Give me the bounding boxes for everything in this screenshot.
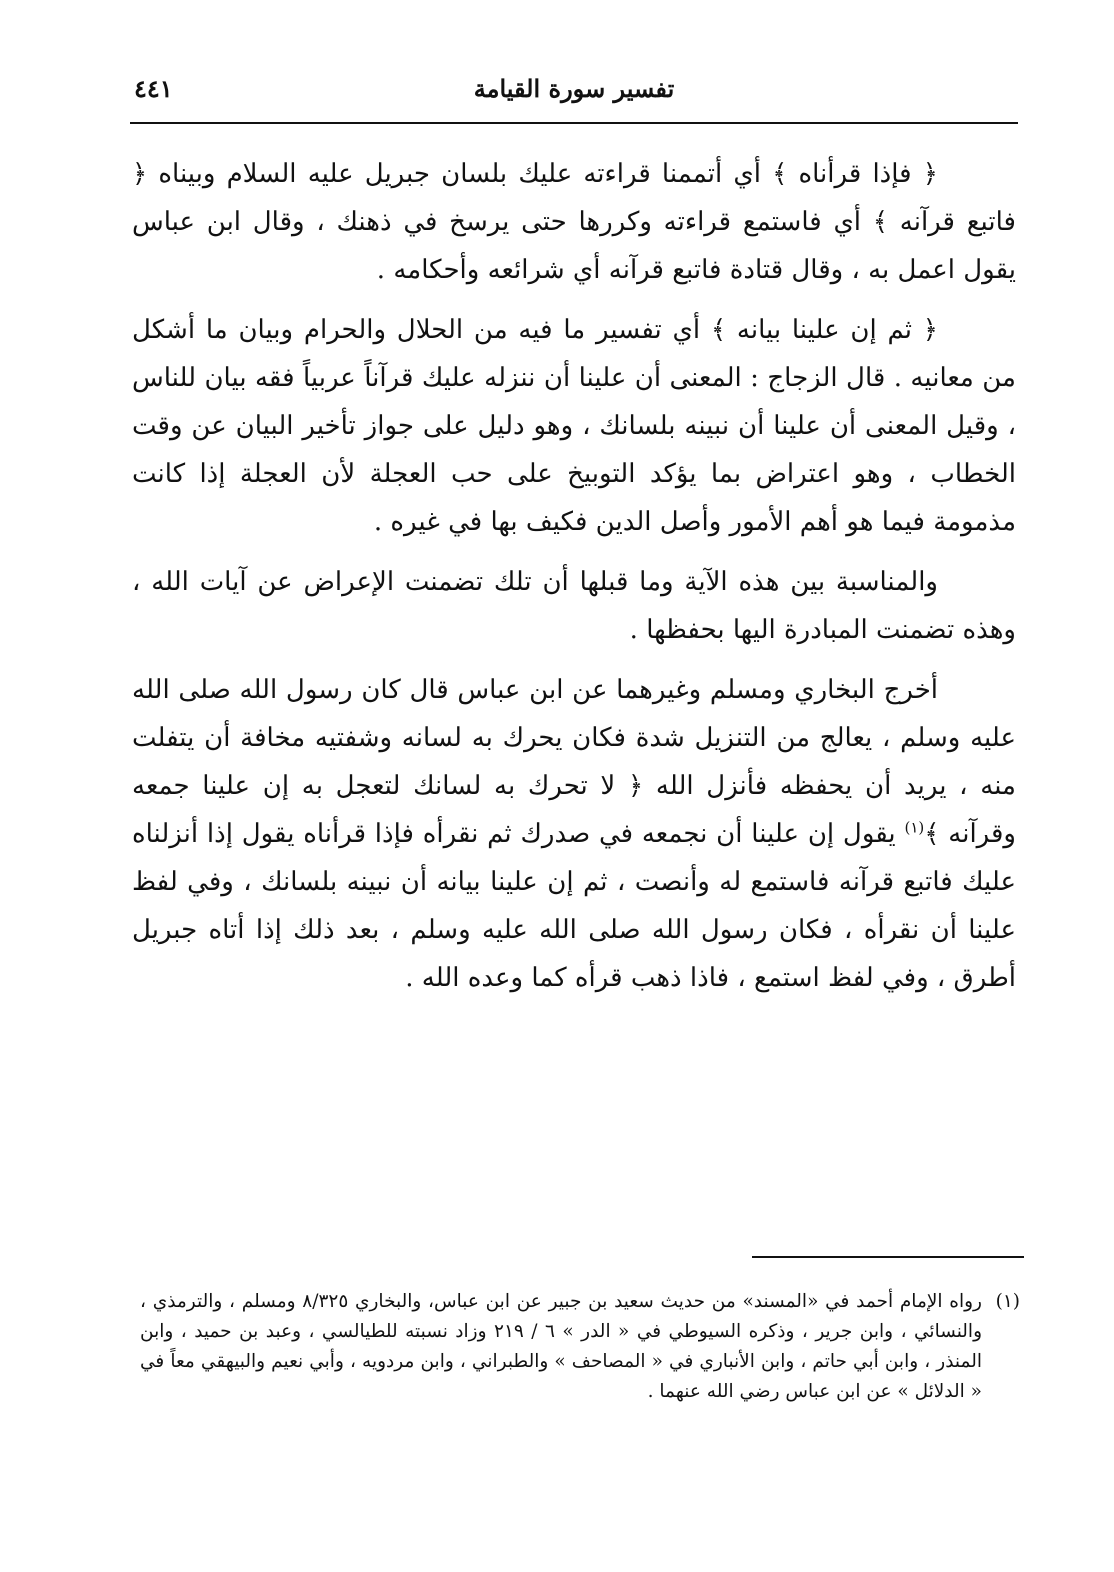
paragraph-4-text-b: يقول إن علينا أن نجمعه في صدرك ثم نقرأه فإذا قرأناه يقول إذا أنزلناه عليك فاتبع قرآنه فاستمع له وأنصت ، ثم إن علينا بيانه أن نبينه بلسانك ، وفي لفظ علينا أن نقرأه ، فكان رسول الله صلى الله عليه وسلم ، بعد ذلك إذا أتاه جبريل أطرق ، وفي لفظ استمع ، فاذا ذهب قرأه كما وعده الله . [132,819,1016,993]
paragraph-2: ﴿ ثم إن علينا بيانه ﴾ أي تفسير ما فيه من الحلال والحرام وبيان ما أشكل من معانيه . قال الزجاج : المعنى أن علينا أن ننزله عليك قرآناً عربياً فقه بيان للناس ، وقيل المعنى أن علينا أن نبينه بلسانك ، وهو دليل على جواز تأخير البيان عن وقت الخطاب ، وهو اعتراض بما يؤكد التوبيخ على حب العجلة لأن العجلة إذا كانت مذمومة فيما هو أهم الأمور وأصل الدين فكيف بها في غيره . [132,315,1016,537]
page-number: ٤٤١ [134,74,173,103]
footnote-text: رواه الإمام أحمد في «المسند» من حديث سعيد بن جبير عن ابن عباس، والبخاري ٨/٣٢٥ ومسلم ، والترمذي ، والنسائي ، وابن جرير ، وذكره السيوطي في « الدر » ٦ / ٢١٩ وزاد نسبته للطيالسي ، وعبد بن حميد ، وابن المنذر ، وابن أبي حاتم ، وابن الأنباري في « المصاحف » والطبراني ، وابن مردويه ، وأبي نعيم والبيهقي معاً في « الدلائل » عن ابن عباس رضي الله عنهما . [140,1291,982,1402]
paragraph-3: والمناسبة بين هذه الآية وما قبلها أن تلك تضمنت الإعراض عن آيات الله ، وهذه تضمنت المبادرة اليها بحفظها . [132,567,1016,645]
paragraph-1: ﴿ فإذا قرأناه ﴾ أي أتممنا قراءته عليك بلسان جبريل عليه السلام وبيناه ﴿ فاتبع قرآنه ﴾ أي فاستمع قراءته وكررها حتى يرسخ في ذهنك ، وقال ابن عباس يقول اعمل به ، وقال قتادة فاتبع قرآنه أي شرائعه وأحكامه . [132,159,1016,285]
main-text [132,150,1016,1002]
paragraph-4-text-a: أخرج البخاري ومسلم وغيرهما عن ابن عباس قال كان رسول الله صلى الله عليه وسلم ، يعالج من التنزيل شدة فكان يحرك به لسانه وشفتيه مخافة أن يتفلت منه ، يريد أن يحفظه فأنزل الله ﴿ لا تحرك به لسانك لتعجل به إن علينا جمعه وقرآنه ﴾ [132,675,1016,849]
header-title: تفسير سورة القيامة [473,74,675,103]
footnote-1 [140,1287,1020,1407]
footnote-number: (١) [995,1291,1020,1312]
footnotes [140,1287,1020,1407]
paragraph-4 [132,666,1016,1002]
header-rule [130,122,1018,124]
footnote-reference: (١) [904,818,925,837]
footnote-separator [752,1256,1024,1258]
running-header [130,72,1018,112]
